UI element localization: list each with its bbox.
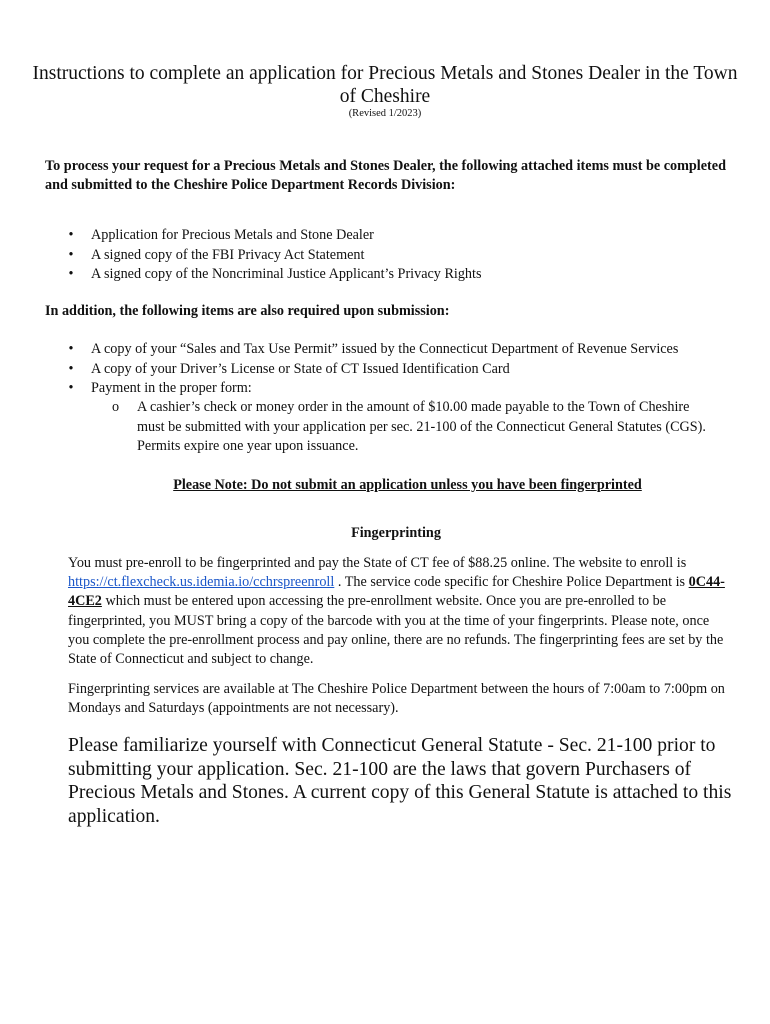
service-code: 0C44-4CE2 [68,574,725,610]
paragraph-text: . The service code specific for Cheshire Police Department is [334,574,689,591]
paragraph-text: which must be entered upon accessing the pre-enrollment website. Once you are pre-enrolled to be fingerprinted, you MUST bring a copy of the barcode with you at the time of your fingerprints. Please note, once you complete the pre-enrollment process and pay online, there are no refunds. The fingerprinting fees are set by the State of Connecticut and subject to change. [68,593,724,668]
fingerprinting-paragraph [68,554,728,669]
list-item-text: Payment in the proper form: [91,380,252,396]
document-title: Instructions to complete an application for Precious Metals and Stones Dealer in the Town of Cheshire [32,63,738,107]
fingerprinting-heading: Fingerprinting [351,525,441,541]
list-item [66,340,746,360]
paragraph-text: You must pre-enroll to be fingerprinted and pay the State of CT fee of $88.25 online. The website to enroll is [68,555,687,571]
additional-items-heading: In addition, the following items are also required upon submission: [45,303,450,319]
statute-notice: Please familiarize yourself with Connecticut General Statute - Sec. 21-100 prior to submitting your application. Sec. 21-100 are the laws that govern Purchasers of Precious Metals and Stones. A current copy of this General Statute is attached to this application. [68,735,732,827]
pre-enroll-link[interactable]: https://ct.flexcheck.us.idemia.io/cchrspreenroll [68,574,335,591]
list-item-text: Application for Precious Metals and Stone Dealer [91,227,374,243]
required-items-list [66,226,746,285]
fingerprinting-hours-paragraph: Fingerprinting services are available at The Cheshire Police Department between the hours of 7:00am to 7:00pm on Mondays and Saturdays (appointments are not necessary). [68,681,725,717]
list-item [66,265,746,285]
hollow-bullet-icon: o [112,399,120,415]
bullet-icon: • [68,380,74,396]
intro-paragraph: To process your request for a Precious Metals and Stones Dealer, the following attached items must be completed and submitted to the Cheshire Police Department Records Division: [45,158,726,193]
list-item-text: A copy of your “Sales and Tax Use Permit” issued by the Connecticut Department of Revenue Services [91,341,679,357]
list-item [66,226,746,246]
list-item [66,360,746,380]
list-item-text: A signed copy of the Noncriminal Justice Applicant’s Privacy Rights [91,266,482,282]
list-item-text: A signed copy of the FBI Privacy Act Statement [91,246,365,263]
bullet-icon: • [68,227,74,243]
list-item-text: A copy of your Driver’s License or State of CT Issued Identification Card [91,360,510,377]
bullet-icon: • [68,360,74,377]
additional-items-list [66,340,746,399]
bullet-icon: • [68,246,74,263]
payment-detail-item [112,398,712,457]
revision-date: (Revised 1/2023) [348,108,422,119]
bullet-icon: • [68,341,74,357]
fingerprint-warning-note: Please Note: Do not submit an application unless you have been fingerprinted [173,477,642,493]
list-item [66,379,746,399]
list-item [66,246,746,266]
bullet-icon: • [68,266,74,282]
payment-detail-text: A cashier’s check or money order in the amount of $10.00 made payable to the Town of Cheshire must be submitted with your application per sec. 21-100 of the Connecticut General Statutes (CGS). Permits expire one year upon issuance. [137,399,706,454]
